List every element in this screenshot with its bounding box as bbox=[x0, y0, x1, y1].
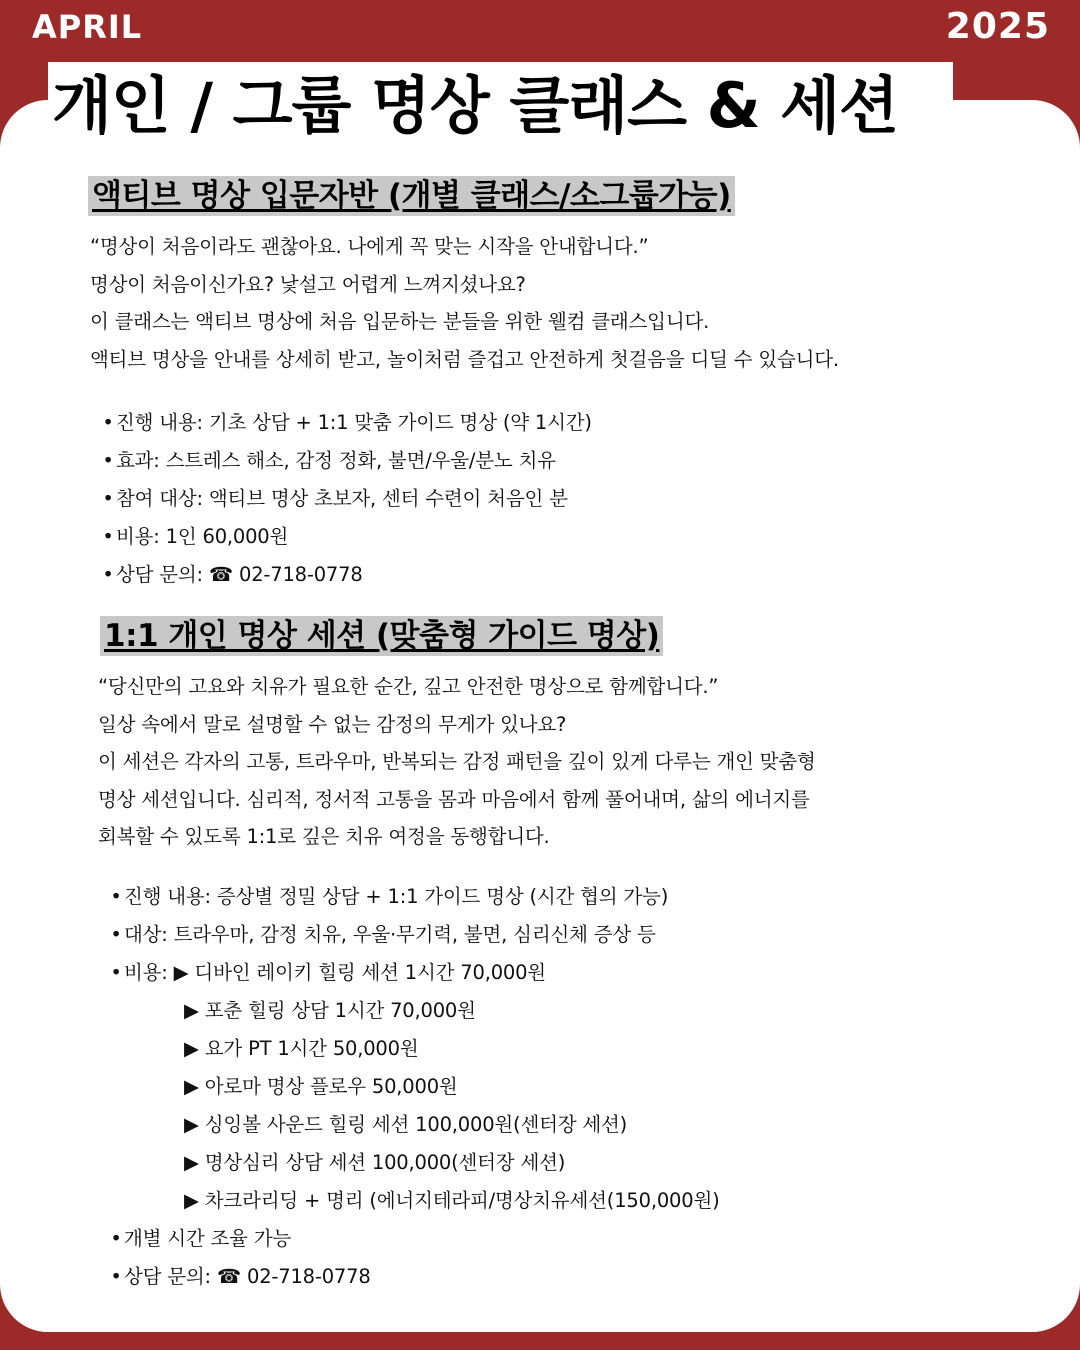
price-option-text: ▶ 싱잉볼 사운드 힐링 세션 100,000원(센터장 세션) bbox=[184, 1113, 628, 1136]
section2-heading bbox=[100, 616, 663, 656]
section2-intro-line: 회복할 수 있도록 1:1로 깊은 치유 여정을 동행합니다. bbox=[98, 825, 550, 848]
top-bar bbox=[0, 0, 1080, 60]
year-label: 2025 bbox=[945, 6, 1050, 47]
list-item-text: 개별 시간 조율 가능 bbox=[124, 1227, 292, 1250]
list-item: • 상담 문의: ☎ 02-718-0778 bbox=[110, 1265, 371, 1288]
price-option bbox=[108, 1030, 720, 1068]
price-option-text: ▶ 포춘 힐링 상담 1시간 70,000원 bbox=[184, 999, 476, 1022]
section1-intro-line: 이 클래스는 액티브 명상에 처음 입문하는 분들을 위한 웰컴 클래스입니다. bbox=[90, 310, 710, 333]
price-option bbox=[108, 1068, 720, 1106]
list-item-text: 참여 대상: 액티브 명상 초보자, 센터 수련이 처음인 분 bbox=[116, 487, 568, 510]
list-item: • 진행 내용: 기초 상담 + 1:1 맞춤 가이드 명상 (약 1시간) bbox=[102, 411, 592, 434]
list-item: • 개별 시간 조율 가능 bbox=[110, 1227, 292, 1250]
price-option bbox=[108, 1106, 720, 1144]
list-item-text: 진행 내용: 기초 상담 + 1:1 맞춤 가이드 명상 (약 1시간) bbox=[116, 411, 592, 434]
month-label: APRIL bbox=[32, 8, 143, 46]
section2-heading-text: 1:1 개인 명상 세션 (맞춤형 가이드 명상) bbox=[104, 618, 660, 654]
price-option bbox=[108, 1182, 720, 1220]
list-item: • 참여 대상: 액티브 명상 초보자, 센터 수련이 처음인 분 bbox=[102, 487, 568, 510]
price-option bbox=[108, 1144, 720, 1182]
section1-heading bbox=[88, 176, 735, 216]
price-option-text: ▶ 아로마 명상 플로우 50,000원 bbox=[184, 1075, 458, 1098]
list-item-text: 상담 문의: ☎ 02-718-0778 bbox=[124, 1265, 371, 1288]
list-item: • 상담 문의: ☎ 02-718-0778 bbox=[102, 563, 363, 586]
list-item: • 비용: 1인 60,000원 bbox=[102, 525, 289, 548]
list-item-text: 비용: 1인 60,000원 bbox=[116, 525, 289, 548]
section2-intro-line: 이 세션은 각자의 고통, 트라우마, 반복되는 감정 패턴을 깊이 있게 다루는 개인 맞춤형 bbox=[98, 750, 816, 773]
section1-intro-line: 액티브 명상을 안내를 상세히 받고, 놀이처럼 즐겁고 안전하게 첫걸음을 디딜 수 있습니다. bbox=[90, 347, 839, 371]
list-item: • 효과: 스트레스 해소, 감정 정화, 불면/우울/분노 치유 bbox=[102, 449, 556, 472]
list-item: • 대상: 트라우마, 감정 치유, 우울·무기력, 불면, 심리신체 증상 등 bbox=[110, 923, 656, 946]
price-option-text: ▶ 요가 PT 1시간 50,000원 bbox=[184, 1037, 419, 1060]
section1-list bbox=[100, 404, 592, 594]
section2-intro bbox=[98, 668, 816, 856]
list-item: • 진행 내용: 증상별 정밀 상담 + 1:1 가이드 명상 (시간 협의 가능) bbox=[110, 885, 669, 908]
section1-intro bbox=[90, 228, 839, 378]
list-item-text: 비용: ▶ 디바인 레이키 힐링 세션 1시간 70,000원 bbox=[124, 961, 546, 984]
section2-list bbox=[108, 878, 720, 1296]
section1-intro-line: “명상이 처음이라도 괜찮아요. 나에게 꼭 맞는 시작을 안내합니다.” bbox=[90, 235, 649, 258]
list-item-text: 상담 문의: ☎ 02-718-0778 bbox=[116, 563, 363, 586]
list-item: • 비용: ▶ 디바인 레이키 힐링 세션 1시간 70,000원 bbox=[110, 961, 546, 984]
list-item-text: 진행 내용: 증상별 정밀 상담 + 1:1 가이드 명상 (시간 협의 가능) bbox=[124, 885, 669, 908]
page-title: 개인 / 그룹 명상 클래스 & 세션 bbox=[52, 69, 899, 142]
list-item-text: 효과: 스트레스 해소, 감정 정화, 불면/우울/분노 치유 bbox=[116, 449, 556, 472]
price-option bbox=[108, 992, 720, 1030]
section2-intro-line: “당신만의 고요와 치유가 필요한 순간, 깊고 안전한 명상으로 함께합니다.” bbox=[98, 675, 719, 698]
section2-intro-line: 명상 세션입니다. 심리적, 정서적 고통을 몸과 마음에서 함께 풀어내며, 삶의 에너지를 bbox=[98, 787, 810, 811]
list-item-text: 대상: 트라우마, 감정 치유, 우울·무기력, 불면, 심리신체 증상 등 bbox=[124, 923, 656, 946]
section1-intro-line: 명상이 처음이신가요? 낯설고 어렵게 느껴지셨나요? bbox=[90, 272, 526, 296]
price-option-text: ▶ 명상심리 상담 세션 100,000(센터장 세션) bbox=[184, 1151, 566, 1174]
section2-intro-line: 일상 속에서 말로 설명할 수 없는 감정의 무게가 있나요? bbox=[98, 712, 567, 736]
section1-heading-text: 액티브 명상 입문자반 (개별 클래스/소그룹가능) bbox=[92, 178, 731, 214]
price-option-text: ▶ 차크라리딩 + 명리 (에너지테라피/명상치유세션(150,000원) bbox=[184, 1189, 720, 1212]
